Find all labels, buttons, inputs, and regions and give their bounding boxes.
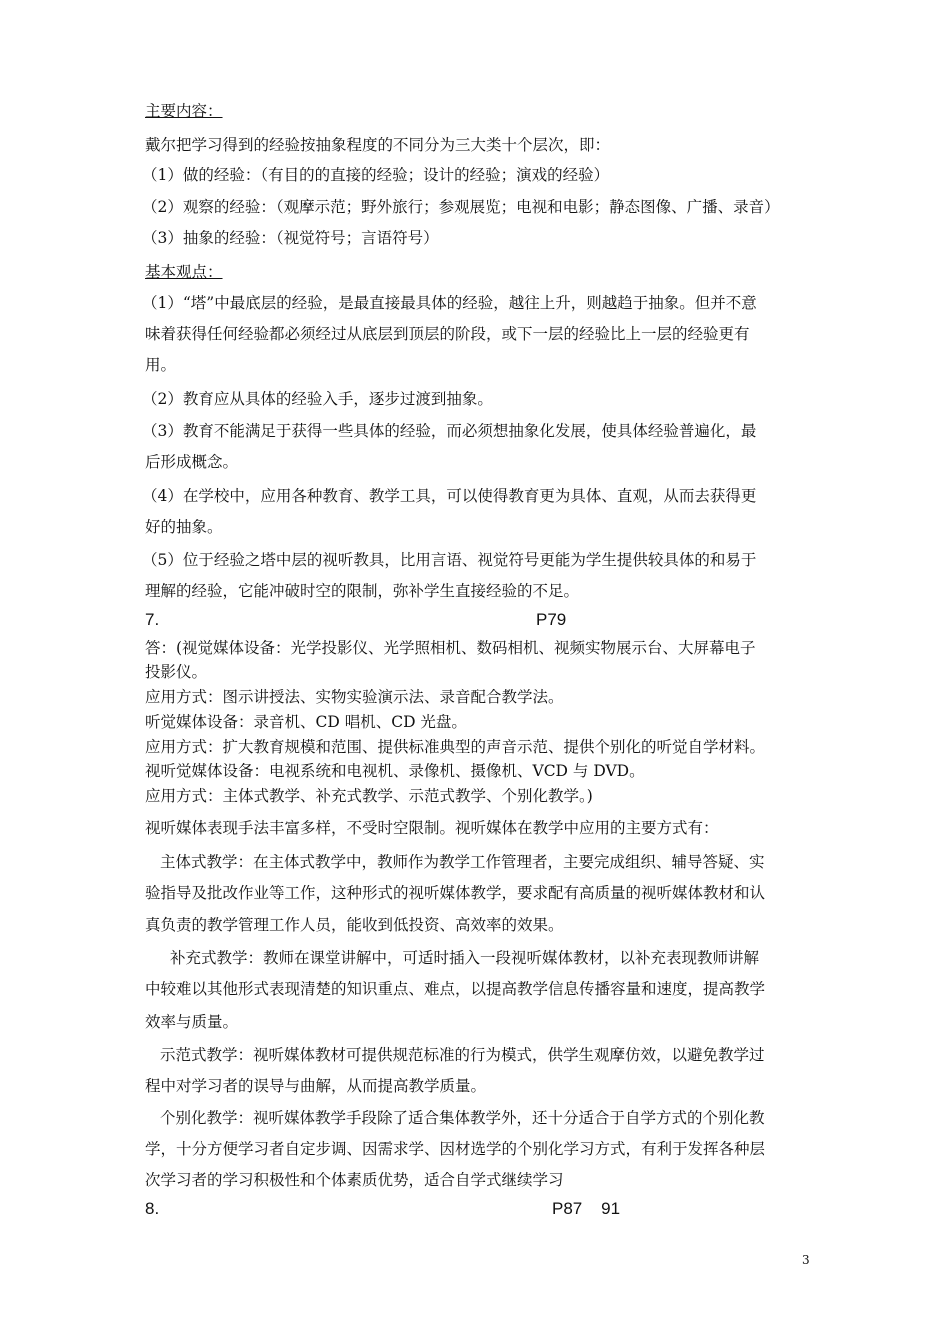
- answer-line-4: 听觉媒体设备：录音机、CD 唱机、CD 光盘。: [145, 713, 467, 731]
- demo-teaching-line-2: 程中对学习者的误导与曲解，从而提高教学质量。: [145, 1077, 487, 1095]
- main-teaching-line-1: 主体式教学：在主体式教学中，教师作为教学工作管理者，主要完成组织、辅导答疑、实: [160, 853, 765, 871]
- view-3-line-2: 后形成概念。: [145, 453, 239, 471]
- supplementary-teaching-line-1: 补充式教学：教师在课堂讲解中，可适时插入一段视听媒体教材，以补充表现教师讲解: [170, 949, 760, 967]
- heading-main-content: 主要内容：: [145, 102, 223, 120]
- answer-line-2: 投影仪。: [145, 663, 208, 681]
- view-1-line-1: （1）“塔”中最底层的经验，是最直接最具体的经验，越往上升，则越趋于抽象。但并不意: [142, 294, 757, 312]
- view-4-line-1: （4）在学校中，应用各种教育、教学工具，可以使得教育更为具体、直观，从而去获得更: [142, 487, 757, 505]
- page-number: 3: [802, 1253, 810, 1267]
- view-5-line-1: （5）位于经验之塔中层的视听教具，比用言语、视觉符号更能为学生提供较具体的和易于: [142, 551, 757, 569]
- main-teaching-line-2: 验指导及批改作业等工作，这种形式的视听媒体教学，要求配有高质量的视听媒体教材和认: [145, 884, 766, 902]
- view-1-line-3: 用。: [145, 356, 177, 374]
- supplementary-teaching-line-3: 效率与质量。: [145, 1013, 239, 1031]
- heading-basic-view: 基本观点：: [145, 263, 223, 281]
- answer-line-5: 应用方式：扩大教育规模和范围、提供标准典型的声音示范、提供个别化的听觉自学材料。: [145, 738, 766, 756]
- question-7-page-ref: P79: [536, 610, 567, 629]
- question-8-number: 8.: [145, 1199, 160, 1218]
- main-teaching-line-3: 真负责的教学管理工作人员，能收到低投资、高效率的效果。: [145, 916, 564, 934]
- experience-level-1: （1）做的经验：（有目的的直接的经验；设计的经验；演戏的经验）: [142, 166, 610, 184]
- supplementary-teaching-line-2: 中较难以其他形式表现清楚的知识重点、难点，以提高教学信息传播容量和速度，提高教学: [145, 980, 766, 998]
- experience-level-3: （3）抽象的经验：（视觉符号；言语符号）: [142, 229, 439, 247]
- view-4-line-2: 好的抽象。: [145, 518, 223, 536]
- view-3-line-1: （3）教育不能满足于获得一些具体的经验，而必须想抽象化发展，使具体经验普遍化，最: [142, 422, 757, 440]
- experience-level-2: （2）观察的经验：（观摩示范；野外旅行；参观展览；电视和电影；静态图像、广播、录音）: [142, 198, 780, 216]
- intro-paragraph: 戴尔把学习得到的经验按抽象程度的不同分为三大类十个层次，即：: [145, 136, 611, 154]
- view-2: （2）教育应从具体的经验入手，逐步过渡到抽象。: [142, 390, 493, 408]
- demo-teaching-line-1: 示范式教学：视听媒体教材可提供规范标准的行为模式，供学生观摩仿效，以避免教学过: [160, 1046, 765, 1064]
- answer-line-7: 应用方式：主体式教学、补充式教学、示范式教学、个别化教学。): [145, 787, 593, 805]
- answer-line-1: 答：(视觉媒体设备：光学投影仪、光学照相机、数码相机、视频实物展示台、大屏幕电子: [145, 639, 756, 657]
- av-intro: 视听媒体表现手法丰富多样，不受时空限制。视听媒体在教学中应用的主要方式有：: [145, 819, 719, 837]
- answer-line-6: 视听觉媒体设备：电视系统和电视机、录像机、摄像机、VCD 与 DVD。: [145, 762, 645, 780]
- individual-teaching-line-1: 个别化教学：视听媒体教学手段除了适合集体教学外，还十分适合于自学方式的个别化教: [160, 1109, 765, 1127]
- individual-teaching-line-2: 学，十分方便学习者自定步调、因需求学、因材选学的个别化学习方式，有利于发挥各种层: [145, 1140, 766, 1158]
- question-8-page-ref: P87 91: [552, 1199, 621, 1218]
- view-5-line-2: 理解的经验，它能冲破时空的限制，弥补学生直接经验的不足。: [145, 582, 580, 600]
- answer-line-3: 应用方式：图示讲授法、实物实验演示法、录音配合教学法。: [145, 688, 564, 706]
- question-7-number: 7.: [145, 610, 160, 629]
- view-1-line-2: 味着获得任何经验都必须经过从底层到顶层的阶段，或下一层的经验比上一层的经验更有: [145, 325, 750, 343]
- individual-teaching-line-3: 次学习者的学习积极性和个体素质优势，适合自学式继续学习: [145, 1171, 564, 1189]
